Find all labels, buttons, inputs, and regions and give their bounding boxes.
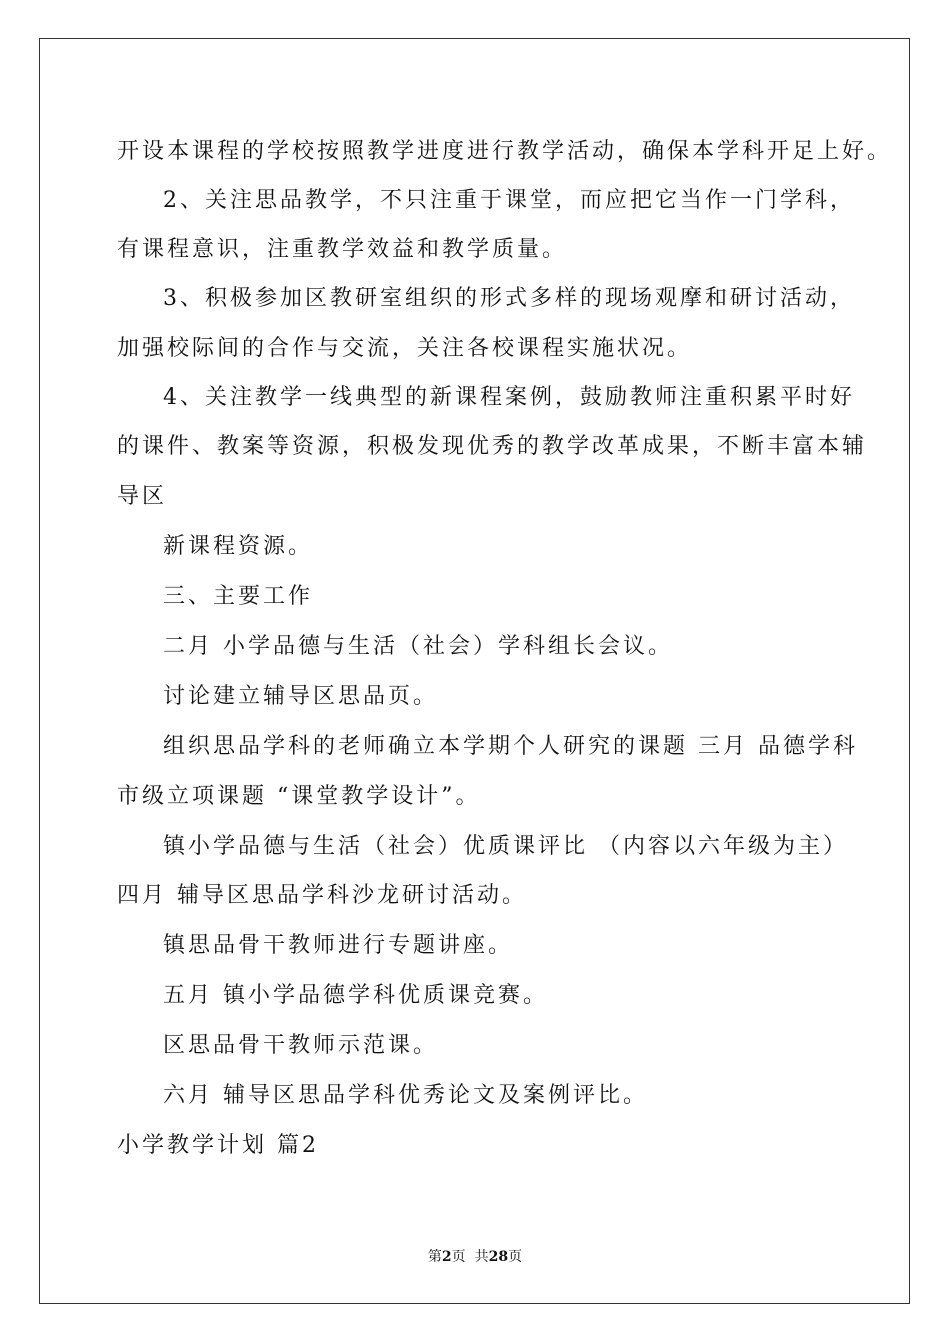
- section-title: 小学教学计划 篇2: [117, 1133, 319, 1158]
- text-line: 导区: [117, 484, 168, 509]
- footer-prefix: 第: [427, 1249, 442, 1265]
- text-line: 有课程意识，注重教学效益和教学质量。: [117, 237, 568, 262]
- text-line: 六月 辅导区思品学科优秀论文及案例评比。: [163, 1083, 648, 1108]
- text-line: 镇思品骨干教师进行专题讲座。: [163, 933, 514, 958]
- page-border: [39, 38, 910, 1304]
- text-line: 开设本课程的学校按照教学进度进行教学活动，确保本学科开足上好。: [117, 139, 893, 164]
- footer-page-number: 2: [441, 1249, 452, 1265]
- footer-suffix: 页: [508, 1249, 523, 1265]
- text-line: 3、积极参加区教研室组织的形式多样的现场观摩和研讨活动，: [163, 286, 855, 311]
- text-line: 二月 小学品德与生活（社会）学科组长会议。: [163, 634, 673, 659]
- text-line: 区思品骨干教师示范课。: [163, 1033, 439, 1058]
- text-line: 组织思品学科的老师确立本学期个人研究的课题 三月 品德学科: [163, 734, 858, 759]
- footer-total-pages: 28: [488, 1249, 509, 1265]
- text-line: 四月 辅导区思品学科沙龙研讨活动。: [117, 883, 527, 908]
- text-line: 镇小学品德与生活（社会）优质课评比 （内容以六年级为主）: [163, 834, 848, 859]
- text-line: 4、关注教学一线典型的新课程案例，鼓励教师注重积累平时好: [163, 385, 855, 410]
- text-line: 新课程资源。: [163, 534, 314, 559]
- text-line: 讨论建立辅导区思品页。: [163, 684, 439, 709]
- text-line: 市级立项课题 “课堂教学设计”。: [117, 784, 481, 809]
- text-line: 的课件、教案等资源，积极发现优秀的教学改革成果，不断丰富本辅: [117, 434, 868, 459]
- footer-mid: 页 共: [451, 1249, 489, 1265]
- section-heading: 三、主要工作: [163, 584, 314, 609]
- text-line: 2、关注思品教学，不只注重于课堂，而应把它当作一门学科，: [163, 188, 855, 213]
- text-line: 加强校际间的合作与交流，关注各校课程实施状况。: [117, 336, 693, 361]
- text-line: 五月 镇小学品德学科优质课竞赛。: [163, 983, 548, 1008]
- page-footer: [0, 1247, 950, 1267]
